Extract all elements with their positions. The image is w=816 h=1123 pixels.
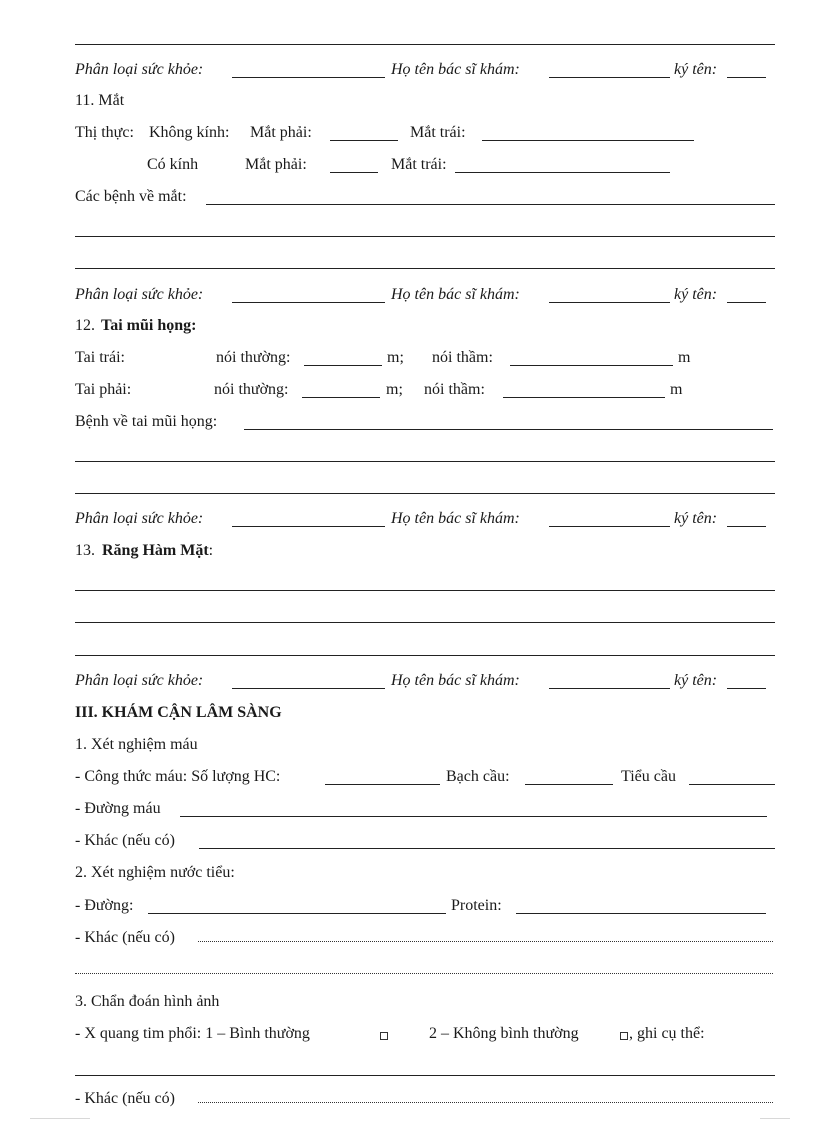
- health-class-label: Phân loại sức khỏe:: [75, 672, 204, 689]
- xray-label: - X quang tim phổi: 1 – Bình thường: [75, 1025, 310, 1042]
- health-class-field[interactable]: [232, 77, 385, 78]
- blood-other-field[interactable]: [199, 848, 775, 849]
- left-ear-normal-unit: m;: [387, 349, 404, 366]
- doctor-name-field[interactable]: [549, 77, 670, 78]
- right-ear-normal-label: nói thường:: [214, 381, 289, 398]
- blood-sugar-label: - Đường máu: [75, 800, 161, 817]
- top-rule: [75, 44, 775, 45]
- doctor-name-label: Họ tên bác sĩ khám:: [391, 510, 520, 527]
- platelet-label: Tiểu cầu: [621, 768, 676, 785]
- ent-diseases-label: Bệnh về tai mũi họng:: [75, 413, 218, 430]
- urine-test-heading: 2. Xét nghiệm nước tiểu:: [75, 864, 235, 881]
- protein-field[interactable]: [516, 913, 766, 914]
- health-class-label: Phân loại sức khỏe:: [75, 61, 204, 78]
- ent-diseases-field[interactable]: [244, 429, 773, 430]
- with-glasses-right-field[interactable]: [330, 172, 378, 173]
- signature-field[interactable]: [727, 526, 766, 527]
- xray-specify-label: , ghi cụ thể:: [629, 1025, 705, 1042]
- right-ear-normal-field[interactable]: [302, 397, 380, 398]
- right-ear-label: Tai phải:: [75, 381, 132, 398]
- right-ear-whisper-field[interactable]: [503, 397, 665, 398]
- xray-specify-field[interactable]: [75, 1075, 775, 1076]
- eye-diseases-label: Các bệnh về mắt:: [75, 188, 187, 205]
- health-class-field[interactable]: [232, 302, 385, 303]
- red-cell-field[interactable]: [325, 784, 440, 785]
- right-ear-normal-unit: m;: [386, 381, 403, 398]
- left-ear-whisper-label: nói thầm:: [432, 349, 493, 366]
- urine-sugar-field[interactable]: [148, 913, 446, 914]
- urine-other-label: - Khác (nếu có): [75, 929, 175, 946]
- teeth-line-3[interactable]: [75, 655, 775, 656]
- no-glasses-right-field[interactable]: [330, 140, 398, 141]
- ent-heading-number: 12.: [75, 317, 95, 334]
- signature-field[interactable]: [727, 688, 766, 689]
- teeth-heading-number: 13.: [75, 542, 95, 559]
- eye-diseases-field[interactable]: [206, 204, 775, 205]
- signature-label: ký tên:: [674, 61, 718, 78]
- blood-sugar-field[interactable]: [180, 816, 767, 817]
- doctor-name-field[interactable]: [549, 688, 670, 689]
- xray-abnormal-checkbox[interactable]: [620, 1032, 628, 1040]
- with-glasses-right-label: Mắt phải:: [245, 156, 307, 173]
- blood-other-label: - Khác (nếu có): [75, 832, 175, 849]
- imaging-heading: 3. Chẩn đoán hình ảnh: [75, 993, 220, 1010]
- scan-artifact: [30, 1118, 90, 1119]
- doctor-name-label: Họ tên bác sĩ khám:: [391, 286, 520, 303]
- with-glasses-left-field[interactable]: [455, 172, 670, 173]
- left-ear-whisper-unit: m: [678, 349, 691, 366]
- left-ear-normal-label: nói thường:: [216, 349, 291, 366]
- eye-heading: 11. Mắt: [75, 92, 125, 109]
- no-glasses-left-field[interactable]: [482, 140, 694, 141]
- doctor-name-label: Họ tên bác sĩ khám:: [391, 672, 520, 689]
- signature-label: ký tên:: [674, 510, 718, 527]
- xray-normal-checkbox[interactable]: [380, 1032, 388, 1040]
- teeth-heading: Răng Hàm Mặt: [102, 542, 209, 559]
- urine-other-line-2[interactable]: [75, 973, 773, 974]
- signature-field[interactable]: [727, 77, 766, 78]
- teeth-heading-wrap: [102, 541, 213, 561]
- urine-sugar-label: - Đường:: [75, 897, 134, 914]
- ent-diseases-line-2[interactable]: [75, 461, 775, 462]
- teeth-heading-colon: :: [208, 542, 214, 559]
- teeth-line-2[interactable]: [75, 622, 775, 623]
- with-glasses-left-label: Mắt trái:: [391, 156, 447, 173]
- left-ear-whisper-field[interactable]: [510, 365, 673, 366]
- blood-count-label: - Công thức máu: Số lượng HC:: [75, 768, 281, 785]
- no-glasses-left-label: Mắt trái:: [410, 124, 466, 141]
- no-glasses-right-label: Mắt phải:: [250, 124, 312, 141]
- imaging-other-field[interactable]: [198, 1102, 773, 1103]
- protein-label: Protein:: [451, 897, 502, 914]
- doctor-name-label: Họ tên bác sĩ khám:: [391, 61, 520, 78]
- urine-other-field[interactable]: [198, 941, 773, 942]
- with-glasses-label: Có kính: [147, 156, 199, 173]
- eye-diseases-line-2[interactable]: [75, 236, 775, 237]
- scan-artifact: [760, 1118, 790, 1119]
- left-ear-label: Tai trái:: [75, 349, 125, 366]
- health-class-field[interactable]: [232, 526, 385, 527]
- doctor-name-field[interactable]: [549, 526, 670, 527]
- doctor-name-field[interactable]: [549, 302, 670, 303]
- white-cell-field[interactable]: [525, 784, 613, 785]
- imaging-other-label: - Khác (nếu có): [75, 1090, 175, 1107]
- blood-test-heading: 1. Xét nghiệm máu: [75, 736, 198, 753]
- eye-diseases-line-3[interactable]: [75, 268, 775, 269]
- platelet-field[interactable]: [689, 784, 775, 785]
- teeth-line-1[interactable]: [75, 590, 775, 591]
- health-class-label: Phân loại sức khỏe:: [75, 510, 204, 527]
- health-class-field[interactable]: [232, 688, 385, 689]
- signature-label: ký tên:: [674, 286, 718, 303]
- signature-label: ký tên:: [674, 672, 718, 689]
- right-ear-whisper-label: nói thầm:: [424, 381, 485, 398]
- left-ear-normal-field[interactable]: [304, 365, 382, 366]
- right-ear-whisper-unit: m: [670, 381, 683, 398]
- paraclinical-heading: III. KHÁM CẬN LÂM SÀNG: [75, 704, 282, 721]
- health-class-label: Phân loại sức khỏe:: [75, 286, 204, 303]
- no-glasses-label: Không kính:: [149, 124, 230, 141]
- signature-field[interactable]: [727, 302, 766, 303]
- white-cell-label: Bạch cầu:: [446, 768, 510, 785]
- xray-abnormal-label: 2 – Không bình thường: [429, 1025, 579, 1042]
- ent-diseases-line-3[interactable]: [75, 493, 775, 494]
- ent-heading: Tai mũi họng:: [101, 317, 197, 334]
- vision-label: Thị thực:: [75, 124, 134, 141]
